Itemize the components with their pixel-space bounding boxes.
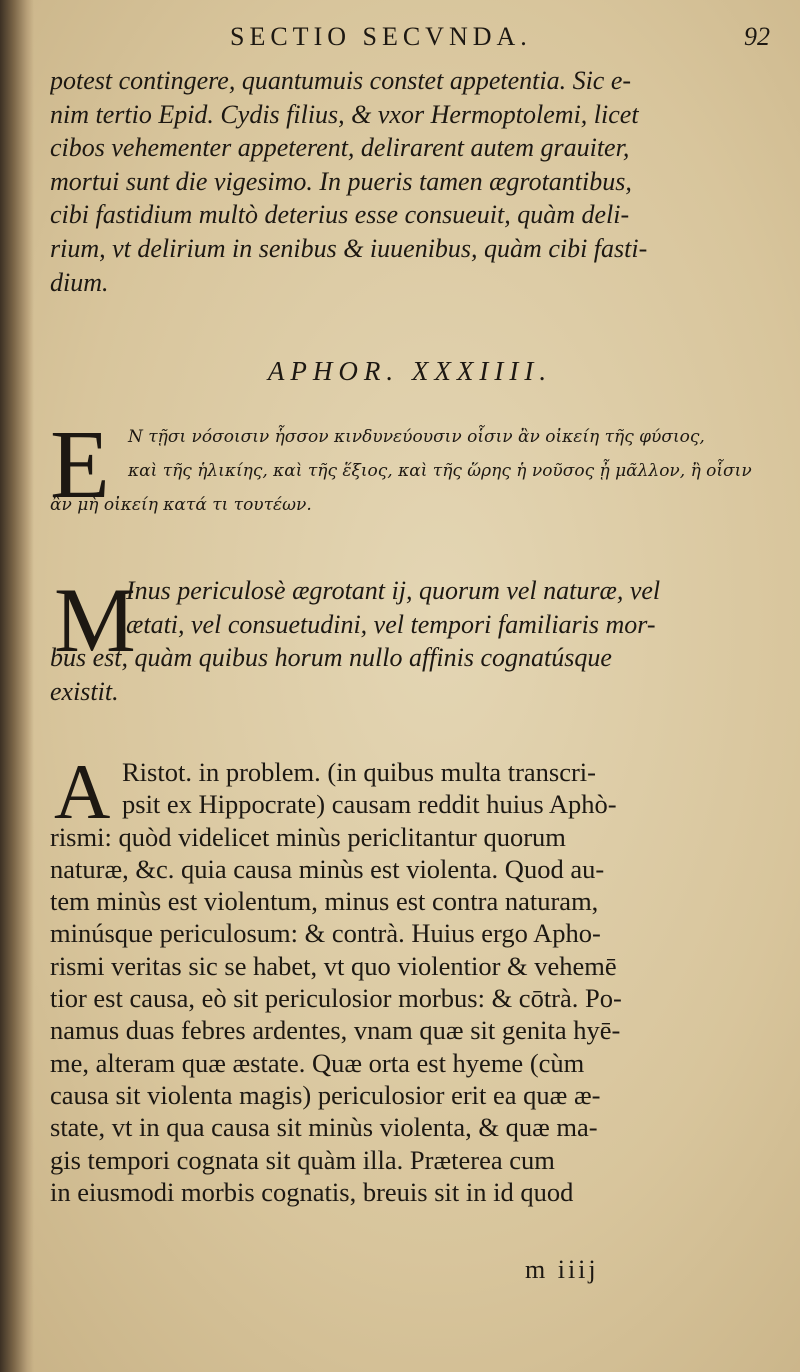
text-line: tem minùs est violentum, minus est contra naturam, xyxy=(50,886,599,917)
text-line: rismi: quòd videlicet minùs periclitantur quorum xyxy=(50,821,566,852)
commentary-drop-initial: A xyxy=(54,748,111,835)
greek-aphorism xyxy=(50,411,770,540)
text-line: mortui sunt die vigesimo. In pueris tamen ægrotantibus, xyxy=(50,166,632,196)
commentary-paragraph xyxy=(50,748,770,1208)
greek-drop-initial: E xyxy=(50,411,110,519)
text-line: ætati, vel consuetudini, vel tempori familiaris mor- xyxy=(126,609,656,639)
greek-line: Ν τῇσι νόσοισιν ἧσσον κινδυνεύουσιν οἷσιν ἂν οἰκείη τῆς φύσιος, xyxy=(128,427,705,447)
aphorism-heading: APHOR. XXXIIII. xyxy=(267,356,553,386)
text-line: tior est causa, eò sit periculosior morbus: & cōtrà. Po- xyxy=(50,983,622,1014)
text-line: potest contingere, quantumuis constet appetentia. Sic e- xyxy=(50,66,632,95)
text-line: state, vt in qua causa sit minùs violenta, & quæ ma- xyxy=(50,1112,598,1143)
signature-mark: m iiij xyxy=(525,1255,599,1284)
text-line: gis tempori cognata sit quàm illa. Præterea cum xyxy=(50,1144,555,1175)
text-line: naturæ, &c. quia causa minùs est violenta. Quod au- xyxy=(50,853,605,884)
text-line: Inus periculosè ægrotant ij, quorum vel naturæ, vel xyxy=(126,576,661,605)
text-line: cibos vehementer appeterent, delirarent autem grauiter, xyxy=(50,133,630,163)
text-line: minúsque periculosum: & contrà. Huius ergo Apho- xyxy=(50,918,601,949)
text-line: rium, vt delirium in senibus & iuuenibus, quàm cibi fasti- xyxy=(50,233,648,263)
text-line: rismi veritas sic se habet, vt quo violentior & vehemē xyxy=(50,950,617,981)
text-line: nim tertio Epid. Cydis filius, & vxor Hermoptolemi, licet xyxy=(50,99,639,129)
page-number: 92 xyxy=(744,22,770,51)
running-header xyxy=(50,22,770,62)
text-line: dium. xyxy=(50,267,109,297)
text-line: Ristot. in problem. (in quibus multa transcri- xyxy=(122,757,596,787)
text-line: bus est, quàm quibus horum nullo affinis cognatúsque xyxy=(50,643,612,673)
text-line: existit. xyxy=(50,676,119,706)
text-line: me, alteram quæ æstate. Quæ orta est hyeme (cùm xyxy=(50,1047,585,1078)
text-line: psit ex Hippocrate) causam reddit huius Aphò- xyxy=(122,789,617,820)
section-title: SECTIO SECVNDA. xyxy=(230,22,532,51)
latin-drop-initial: M xyxy=(54,569,136,671)
text-line: cibi fastidium multò deterius esse consueuit, quàm deli- xyxy=(50,200,630,230)
binding-gutter xyxy=(0,0,34,1372)
text-line: in eiusmodi morbis cognatis, breuis sit in id quod xyxy=(50,1176,574,1207)
latin-aphorism xyxy=(50,569,770,714)
intro-paragraph xyxy=(50,64,770,299)
greek-line: καὶ τῆς ἡλικίης, καὶ τῆς ἕξιος, καὶ τῆς ὥρης ἡ νοῦσος ᾖ μᾶλλον, ἢ οἷσιν xyxy=(128,461,752,481)
greek-line: ἂν μὴ οἰκείη κατά τι τουτέων. xyxy=(50,495,312,515)
text-line: causa sit violenta magis) periculosior erit ea quæ æ- xyxy=(50,1079,601,1110)
text-line: namus duas febres ardentes, vnam quæ sit genita hyē- xyxy=(50,1015,621,1046)
